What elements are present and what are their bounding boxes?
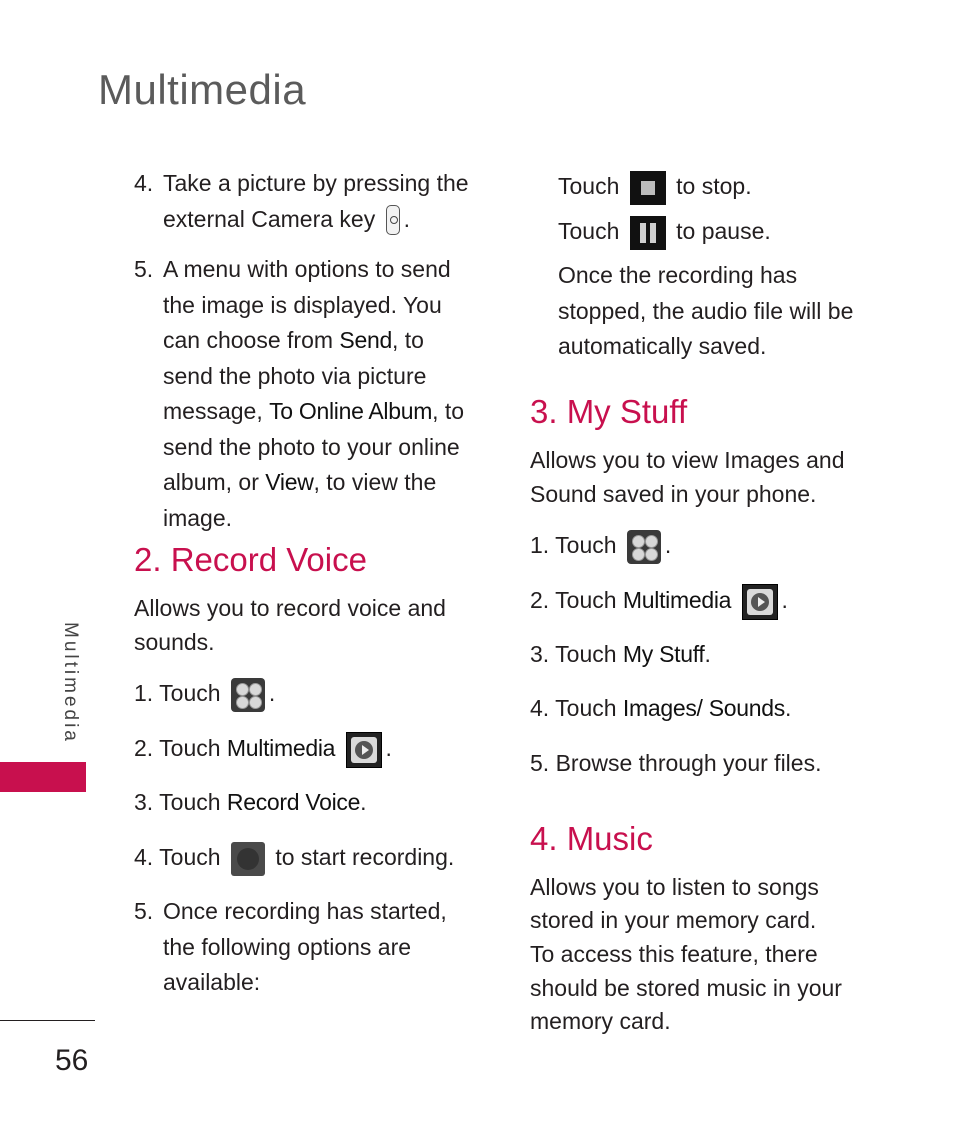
- music-line-4: should be stored music in your: [530, 975, 842, 1001]
- mystuff-step-5: 5. Browse through your files.: [530, 750, 822, 776]
- record-step-2: 2. Touch Multimedia .: [134, 731, 392, 768]
- send-option: Send: [339, 327, 392, 353]
- my-stuff-heading: 3. My Stuff: [530, 393, 688, 430]
- music-heading: 4. Music: [530, 820, 653, 857]
- section-tab-bar: [0, 762, 86, 792]
- mystuff-step-2: 2. Touch Multimedia .: [530, 583, 788, 620]
- section-side-label: Multimedia: [60, 622, 81, 744]
- saved-line-1: Once the recording has: [558, 262, 798, 288]
- record-intro-line-2: sounds.: [134, 629, 215, 655]
- saved-line-2: stopped, the audio file will be: [558, 298, 854, 324]
- record-voice-heading: 2. Record Voice: [134, 541, 367, 578]
- record-icon: [231, 842, 265, 876]
- menu-grid-icon: [231, 678, 265, 712]
- record-step-3: 3. Touch Record Voice.: [134, 789, 367, 815]
- pause-icon: [630, 216, 666, 250]
- saved-line-3: automatically saved.: [558, 333, 767, 359]
- record-step-1: 1. Touch .: [134, 676, 275, 712]
- music-line-2: stored in your memory card.: [530, 907, 817, 933]
- music-line-3: To access this feature, there: [530, 941, 818, 967]
- multimedia-icon: [346, 732, 382, 768]
- stop-instruction: Touch to stop.: [558, 169, 752, 205]
- page-title: Multimedia: [98, 66, 307, 113]
- step-4-take-picture: 4. Take a picture by pressing the external Camera key .: [134, 166, 484, 237]
- page-number: 56: [55, 1044, 89, 1077]
- step-5-text: A menu with options to send the image is displayed. You can choose from Send, to send the photo via picture message, To Online Album, to send the photo to your online album, or View, to view the image.: [163, 256, 465, 531]
- menu-grid-icon: [627, 530, 661, 564]
- mystuff-intro-line-2: Sound saved in your phone.: [530, 481, 817, 507]
- record-intro-line-1: Allows you to record voice and: [134, 595, 446, 621]
- mystuff-step-4: 4. Touch Images/ Sounds.: [530, 695, 792, 721]
- mystuff-step-3: 3. Touch My Stuff.: [530, 641, 711, 667]
- online-album-option: To Online Album: [269, 398, 433, 424]
- pause-instruction: Touch to pause.: [558, 214, 771, 250]
- music-line-1: Allows you to listen to songs: [530, 874, 819, 900]
- multimedia-icon: [742, 584, 778, 620]
- footer-rule: [0, 1020, 95, 1021]
- music-line-5: memory card.: [530, 1008, 671, 1034]
- mystuff-step-1: 1. Touch .: [530, 528, 671, 564]
- stop-icon: [630, 171, 666, 205]
- step-5-send-menu: 5. A menu with options to send the image is displayed. You can choose from Send, to send the photo via picture message, To Online Album, to send the photo to your online album, or View, to view the image.: [134, 252, 479, 536]
- camera-key-icon: [386, 205, 400, 235]
- record-step-4: 4. Touch to start recording.: [134, 840, 454, 876]
- mystuff-intro-line-1: Allows you to view Images and: [530, 447, 845, 473]
- view-option: View: [265, 469, 314, 495]
- record-step-5: 5. Once recording has started, the following options are available:: [134, 898, 447, 995]
